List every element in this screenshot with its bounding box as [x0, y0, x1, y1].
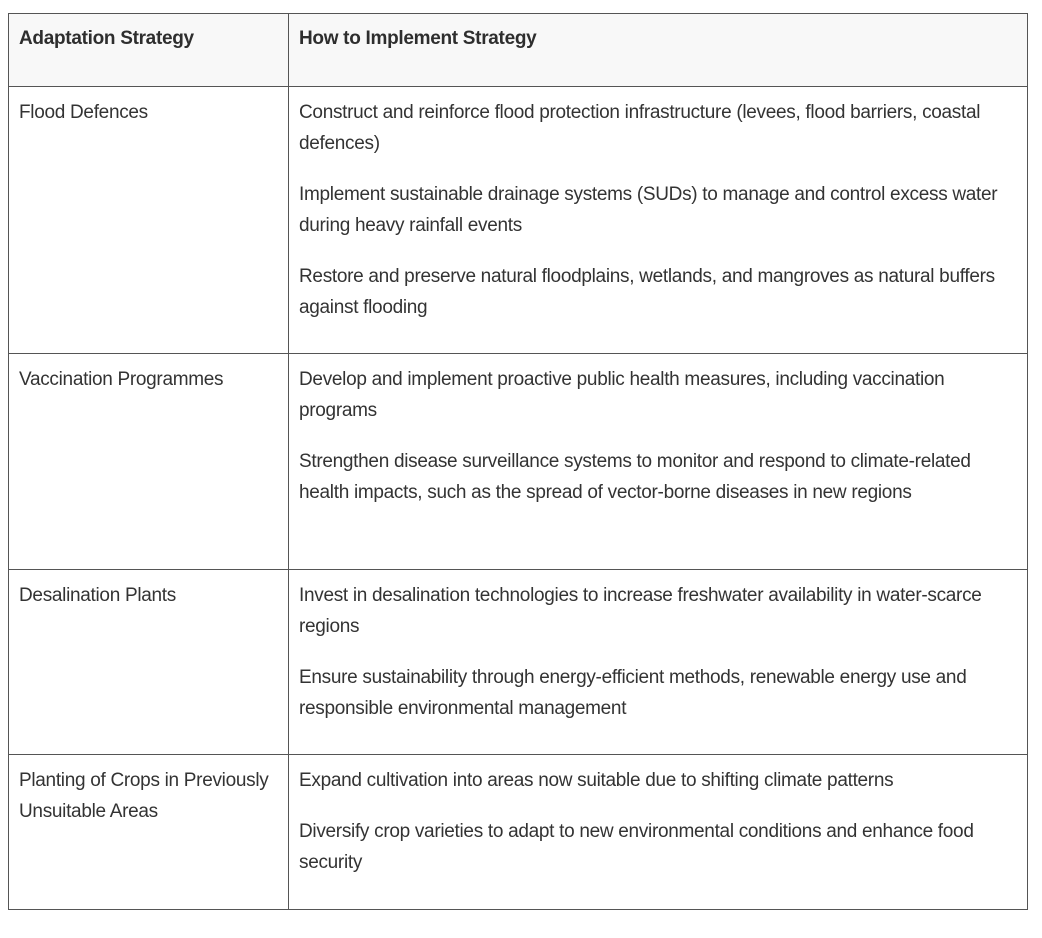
implementation-step: Ensure sustainability through energy-efficient methods, renewable energy use and responsible environmental management [299, 667, 967, 719]
implementation-step: Restore and preserve natural floodplains, wetlands, and mangroves as natural buffers against flooding [299, 266, 995, 318]
implementation-step: Develop and implement proactive public health measures, including vaccination programs [299, 369, 945, 421]
implementation-step: Diversify crop varieties to adapt to new environmental conditions and enhance food security [299, 821, 974, 873]
implementation-cell [289, 570, 1028, 755]
implementation-step: Strengthen disease surveillance systems to monitor and respond to climate-related health impacts, such as the spread of vector-borne diseases in new regions [299, 451, 971, 503]
strategy-cell: Planting of Crops in Previously Unsuitable Areas [9, 755, 289, 910]
strategy-cell: Vaccination Programmes [9, 354, 289, 570]
implementation-step: Expand cultivation into areas now suitable due to shifting climate patterns [299, 770, 894, 791]
implementation-step: Invest in desalination technologies to increase freshwater availability in water-scarce regions [299, 585, 982, 637]
column-header-implementation: How to Implement Strategy [289, 14, 1028, 87]
implementation-cell [289, 755, 1028, 910]
implementation-cell [289, 354, 1028, 570]
strategy-cell: Desalination Plants [9, 570, 289, 755]
strategy-cell: Flood Defences [9, 87, 289, 354]
table-header-row [9, 14, 1028, 87]
table-row [9, 87, 1028, 354]
implementation-cell [289, 87, 1028, 354]
column-header-strategy: Adaptation Strategy [9, 14, 289, 87]
implementation-step: Implement sustainable drainage systems (SUDs) to manage and control excess water during heavy rainfall events [299, 184, 998, 236]
table-row [9, 755, 1028, 910]
adaptation-strategy-table [8, 13, 1028, 910]
table-row [9, 354, 1028, 570]
table-row [9, 570, 1028, 755]
implementation-step: Construct and reinforce flood protection infrastructure (levees, flood barriers, coastal defences) [299, 102, 981, 154]
